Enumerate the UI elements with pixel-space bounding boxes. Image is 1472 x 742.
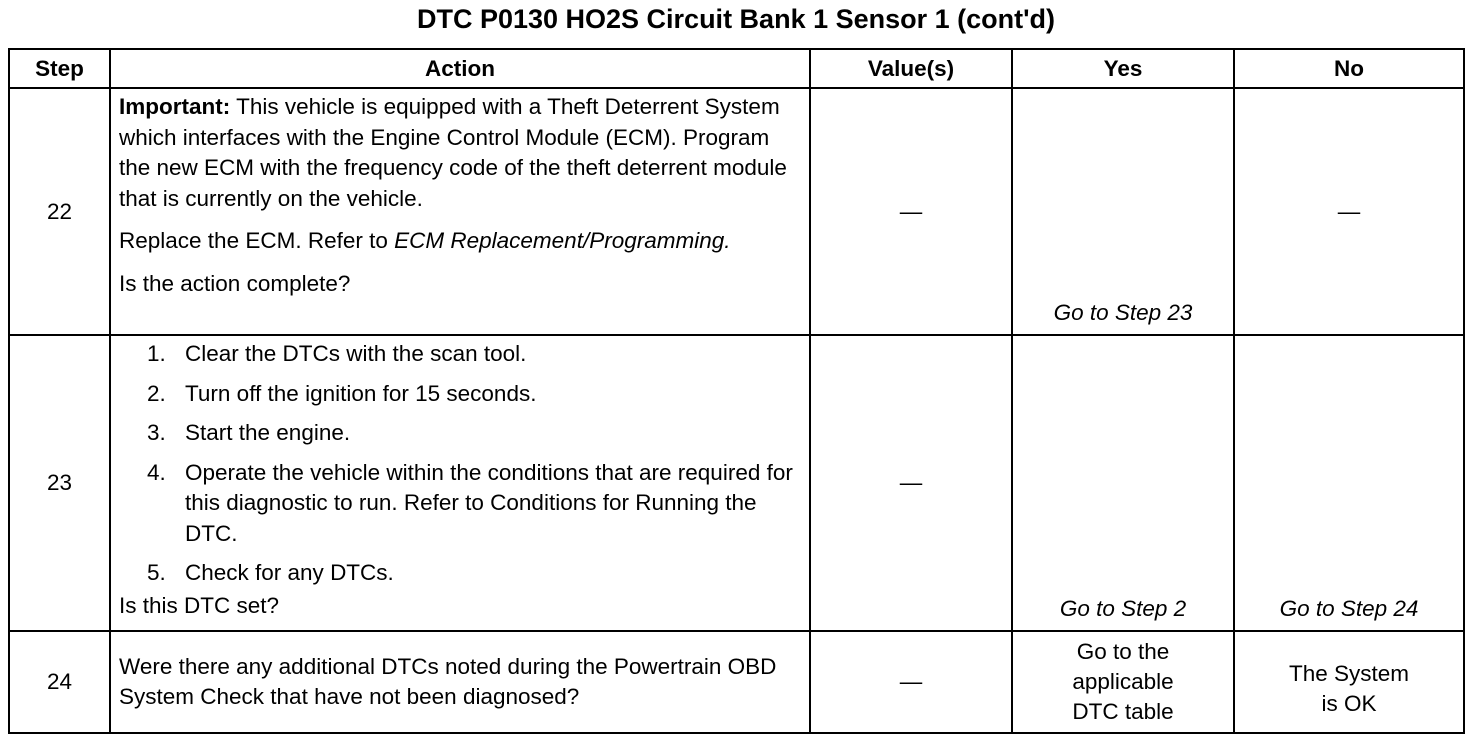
values-dash: — [899, 470, 923, 495]
values-dash: — [899, 669, 923, 694]
important-label: Important: [119, 94, 231, 119]
action-cell [110, 88, 810, 335]
step-number: 22 [9, 88, 110, 335]
list-item [119, 458, 801, 550]
yes-cell [1012, 88, 1234, 335]
header-no: No [1234, 49, 1464, 88]
substep-number: 5. [147, 560, 166, 585]
step-number: 23 [9, 335, 110, 631]
page-title: DTC P0130 HO2S Circuit Bank 1 Sensor 1 (cont'd) [416, 4, 1056, 34]
no-cell [1234, 88, 1464, 335]
list-item [119, 379, 801, 410]
yes-cell [1012, 631, 1234, 733]
instruction-text: Replace the ECM. Refer to [119, 228, 395, 253]
substep-number: 4. [147, 459, 166, 485]
yes-goto: Go to Step 23 [1053, 300, 1193, 325]
values-cell [810, 631, 1012, 733]
substep-text: Check for any DTCs. [185, 560, 394, 585]
substep-number: 3. [147, 420, 166, 445]
list-item [119, 339, 801, 370]
important-text: This vehicle is equipped with a Theft Deterrent System which interfaces with the Engine Control Module (ECM). Program the new ECM with the frequency code of the theft deterrent module that is currently on the vehicle. [119, 94, 787, 211]
values-dash: — [899, 198, 923, 224]
question: Is this DTC set? [119, 592, 280, 618]
yes-line: DTC table [1072, 699, 1174, 724]
instruction [119, 226, 801, 257]
no-goto: Go to Step 24 [1279, 596, 1419, 621]
no-cell [1234, 335, 1464, 631]
values-cell [810, 88, 1012, 335]
yes-cell [1012, 335, 1234, 631]
yes-goto: Go to Step 2 [1059, 596, 1187, 621]
step-number: 24 [9, 631, 110, 733]
table-row-step-24 [9, 631, 1464, 733]
action-cell [110, 631, 810, 733]
yes-line: Go to the [1076, 639, 1170, 664]
table-row-step-23 [9, 335, 1464, 631]
list-item [119, 418, 801, 449]
diagnostic-table [8, 48, 1465, 734]
important-note [119, 92, 801, 214]
substep-list [119, 339, 801, 589]
header-row [9, 49, 1464, 88]
header-yes: Yes [1012, 49, 1234, 88]
values-cell [810, 335, 1012, 631]
substep-text: Turn off the ignition for 15 seconds. [185, 380, 537, 406]
yes-line: applicable [1072, 669, 1174, 694]
instruction-reference: ECM Replacement/Programming. [394, 228, 731, 253]
question: Were there any additional DTCs noted during the Powertrain OBD System Check that have not been diagnosed? [119, 654, 777, 709]
header-step: Step [9, 49, 110, 88]
no-cell [1234, 631, 1464, 733]
list-item [119, 558, 801, 589]
action-cell [110, 335, 810, 631]
header-values: Value(s) [810, 49, 1012, 88]
no-dash: — [1337, 198, 1361, 224]
substep-text: Clear the DTCs with the scan tool. [185, 341, 527, 366]
substep-text: Operate the vehicle within the conditions that are required for this diagnostic to run. Refer to Conditions for Running the DTC. [185, 459, 793, 546]
substep-text: Start the engine. [185, 420, 351, 445]
no-line: The System [1288, 661, 1410, 686]
question: Is the action complete? [119, 270, 351, 296]
substep-number: 1. [147, 341, 166, 366]
table-row-step-22 [9, 88, 1464, 335]
no-line: is OK [1321, 691, 1377, 716]
header-action: Action [110, 49, 810, 88]
substep-number: 2. [147, 380, 166, 406]
